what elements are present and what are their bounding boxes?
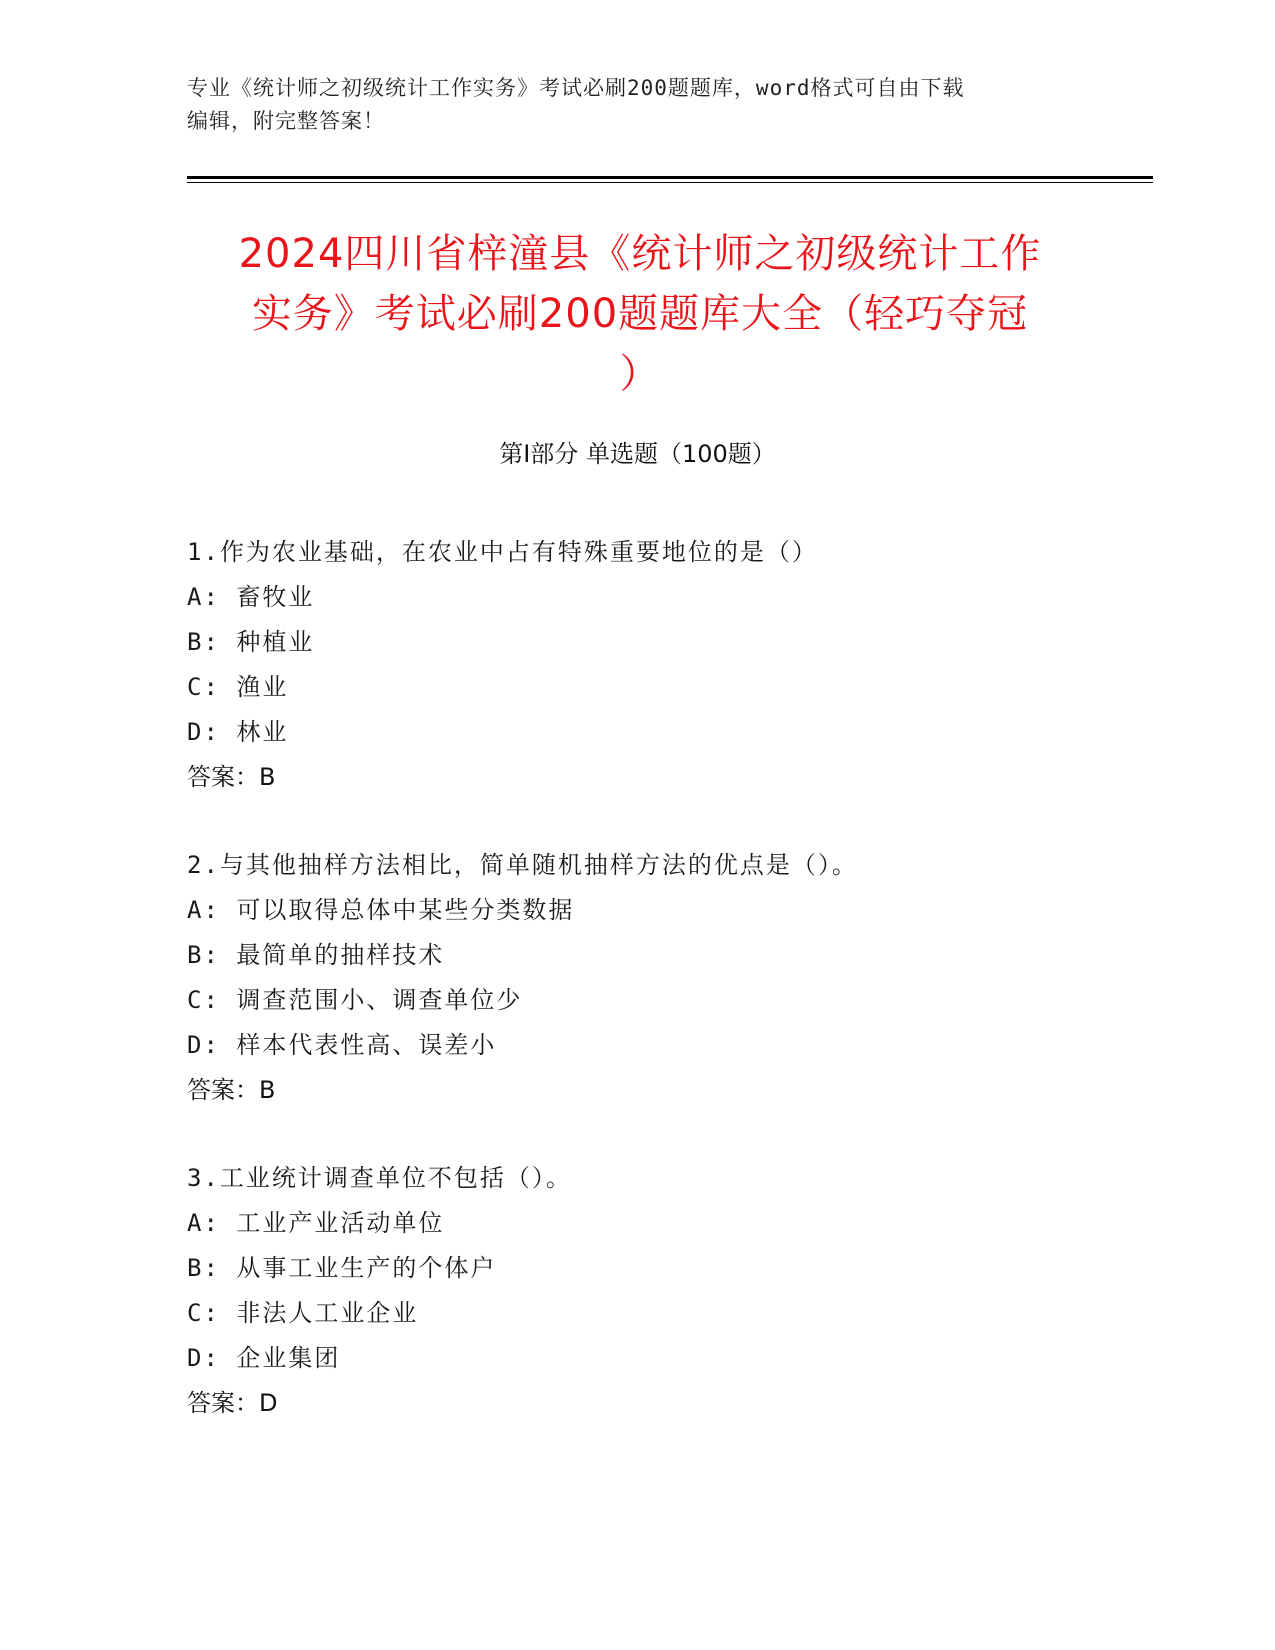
option-a: A: 工业产业活动单位 xyxy=(187,1209,445,1237)
question-list xyxy=(187,530,1087,1469)
section-heading: 第I部分 单选题（100题） xyxy=(499,440,776,468)
option-b: B: 从事工业生产的个体户 xyxy=(187,1254,497,1282)
document-header xyxy=(187,72,1067,138)
question-item xyxy=(187,843,1087,1113)
question-stem: 2.与其他抽样方法相比，简单随机抽样方法的优点是（）。 xyxy=(187,851,858,879)
option-c: C: 调查范围小、调查单位少 xyxy=(187,986,523,1014)
question-item xyxy=(187,530,1087,800)
document-title xyxy=(180,224,1100,404)
option-c: C: 渔业 xyxy=(187,673,289,701)
option-d: D: 样本代表性高、误差小 xyxy=(187,1031,497,1059)
title-line-1: 2024四川省梓潼县《统计师之初级统计工作 xyxy=(238,231,1042,277)
answer-key: 答案：D xyxy=(187,1389,278,1417)
option-d: D: 林业 xyxy=(187,718,289,746)
option-d: D: 企业集团 xyxy=(187,1344,341,1372)
header-line-1: 专业《统计师之初级统计工作实务》考试必刷200题题库，word格式可自由下载 xyxy=(187,76,965,100)
option-b: B: 种植业 xyxy=(187,628,315,656)
header-line-2: 编辑，附完整答案！ xyxy=(187,109,385,133)
header-divider-thin xyxy=(187,182,1153,183)
title-line-3: ） xyxy=(619,351,661,397)
title-line-2: 实务》考试必刷200题题库大全（轻巧夺冠 xyxy=(251,291,1029,337)
option-a: A: 可以取得总体中某些分类数据 xyxy=(187,896,575,924)
answer-key: 答案：B xyxy=(187,1076,276,1104)
question-stem: 1.作为农业基础，在农业中占有特殊重要地位的是（） xyxy=(187,538,818,566)
option-c: C: 非法人工业企业 xyxy=(187,1299,419,1327)
question-item xyxy=(187,1156,1087,1426)
header-divider-thick xyxy=(187,176,1153,179)
option-a: A: 畜牧业 xyxy=(187,583,315,611)
answer-key: 答案：B xyxy=(187,763,276,791)
question-stem: 3.工业统计调查单位不包括（）。 xyxy=(187,1164,572,1192)
option-b: B: 最简单的抽样技术 xyxy=(187,941,445,969)
